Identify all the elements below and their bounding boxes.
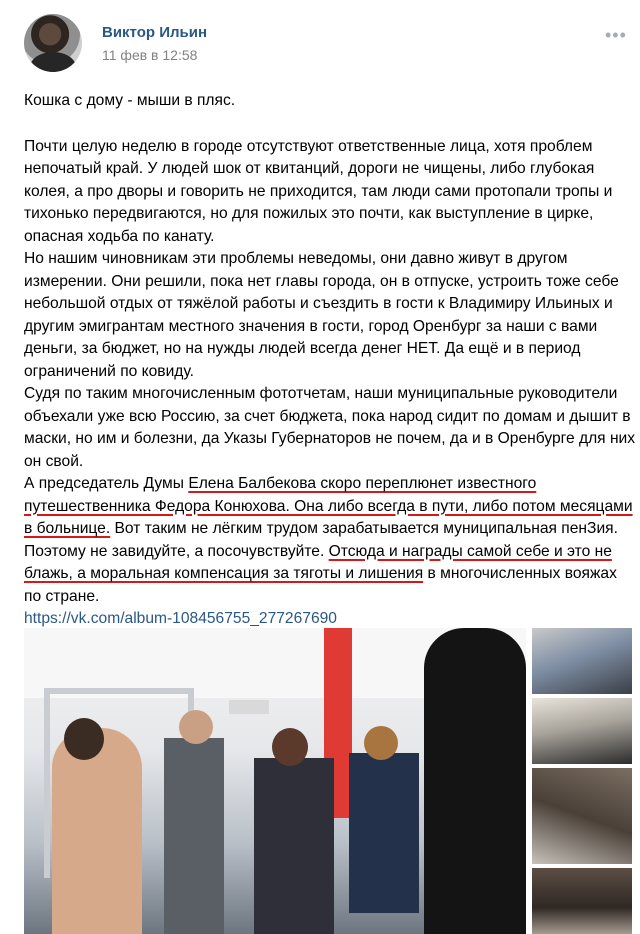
photo-attachments (24, 628, 632, 934)
post-date[interactable]: 11 фев в 12:58 (102, 47, 198, 63)
underlined-text: Елена Балбекова скоро переплюнет известного путешественника Федора Конюхова. Она либо всегда в пути, либо потом месяцами в больнице. (24, 475, 633, 537)
text-run: А председатель Думы (24, 475, 189, 492)
post-paragraph (24, 473, 636, 608)
post-paragraph: Судя по таким многочисленным фототчетам, наши муниципальные руководители объехали уже всю Россию, за счет бюджета, пока народ сидит по домам и дышит в маски, но им и болезни, да Указы Губернаторов не почем, да и в Оренбурге для них он свой. (24, 385, 636, 470)
post-header (0, 0, 640, 80)
author-name[interactable]: Виктор Ильин (102, 24, 208, 41)
thumbnail-photo[interactable] (532, 868, 632, 934)
text-run: в многочисленных вояжах по стране. (24, 565, 617, 605)
avatar[interactable] (24, 14, 82, 72)
thumbnail-photo[interactable] (532, 768, 632, 864)
post-text (24, 90, 636, 631)
text-run: Вот таким не лёгким трудом зарабатывается муниципальная пенЗия. Поэтому не завидуйте, а посочувствуйте. (24, 520, 618, 560)
post-headline: Кошка с дому - мыши в пляс. (24, 92, 236, 109)
thumbnail-photo[interactable] (532, 628, 632, 694)
thumbnail-photo[interactable] (532, 698, 632, 764)
post-paragraph: Почти целую неделю в городе отсутствуют ответственные лица, хотя проблем непочатый край. У людей шок от квитанций, дороги не чищены, либо глубокая колея, а про дворы и говорить не приходится, там люди сами протопали тропы и тихонько передвигаются, но для пожилых это почти, как выступление в цирке, опасная ходьба по канату. (24, 137, 613, 245)
main-photo[interactable] (24, 628, 526, 934)
underlined-text: Отсюда и награды самой себе и это не блажь, а моральная компенсация за тяготы и лишения (24, 542, 612, 582)
post-paragraph: Но нашим чиновникам эти проблемы неведомы, они давно живут в другом измерении. Они решили, пока нет главы города, он в отпуске, устроить тоже себе небольшой отдых от тяжёлой работы и съездить в гости к Владимиру Ильиных и другим эмигрантам местного значения в гости, город Оренбург за наши с вами деньги, за бюджет, но на нужды людей всегда денег НЕТ. Да ещё и в период ограничений по ковиду. (24, 250, 619, 380)
album-link[interactable]: https://vk.com/album-108456755_277267690 (24, 610, 337, 627)
more-dots-icon[interactable]: ••• (605, 25, 627, 45)
